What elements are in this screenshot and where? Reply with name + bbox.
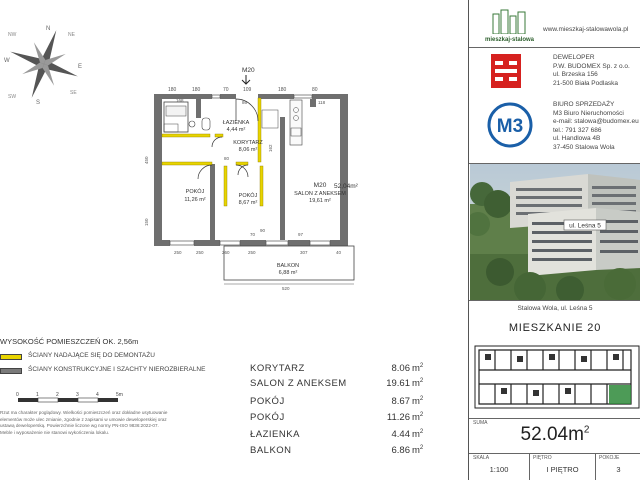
- room-label-pokoj-mid: POKÓJ: [238, 193, 258, 199]
- sum-value: $52.04m^2$: [520, 424, 590, 445]
- salon-total-area: 52,04m²: [334, 183, 358, 190]
- entrance-label: M20: [242, 67, 255, 74]
- svg-text:520: 520: [282, 286, 290, 291]
- legend-swatch-yellow: [0, 354, 22, 360]
- compass-letter-ne: NE: [68, 32, 75, 38]
- footer-header-floor: PIĘTRO: [533, 455, 552, 461]
- legend-structural-walls: [0, 366, 205, 374]
- compass-letter-e: E: [78, 64, 83, 70]
- footer-value-rooms: 3: [616, 465, 621, 474]
- svg-text:180: 180: [278, 87, 287, 93]
- svg-text:0: 0: [16, 392, 19, 398]
- svg-text:90: 90: [260, 228, 266, 233]
- legend-label-removable: ŚCIANY NADAJĄCE SIĘ DO DEMONTAŻU: [28, 352, 155, 359]
- footer-value-floor: I PIĘTRO: [546, 465, 579, 474]
- svg-text:250: 250: [174, 250, 182, 255]
- footer-header-rooms: POKOJE: [599, 455, 620, 461]
- table-row-value: 11.26: [386, 412, 410, 423]
- svg-text:118: 118: [318, 100, 326, 105]
- salon-unit-label: M20: [313, 182, 327, 189]
- room-label-lazienka: ŁAZIENKA: [222, 120, 250, 126]
- m3-logo-icon: [487, 102, 533, 148]
- compass-rose: [2, 22, 86, 106]
- website-link[interactable]: www.mieszkaj-stalowawola.pl: [543, 26, 629, 33]
- compass-letter-w: W: [4, 58, 10, 64]
- room-area-lazienka: 4,44 m²: [226, 127, 246, 133]
- svg-text:97: 97: [298, 232, 304, 237]
- legend-removable-walls: [0, 352, 155, 360]
- svg-text:168: 168: [176, 98, 184, 103]
- legend-label-structural: ŚCIANY KONSTRUKCYJNE I SZACHTY NIEROZBIERALNE: [28, 366, 206, 373]
- compass-letter-se: SE: [70, 90, 77, 96]
- render-address-tag: ul. Leśna 5: [569, 222, 601, 230]
- floor-plan: [140, 62, 370, 297]
- table-row-unit: $m^2$: [412, 412, 424, 424]
- room-area-pokoj-left: 11,26 m²: [184, 197, 206, 203]
- legend-swatch-grey: [0, 368, 22, 374]
- room-area-pokoj-mid: 8,67 m²: [238, 200, 258, 206]
- table-row-value: 8.67: [391, 396, 410, 407]
- table-row-unit: $m^2$: [412, 396, 424, 408]
- table-row-value: 6.86: [391, 445, 410, 456]
- room-height-note: WYSOKOŚĆ POMIESZCZEŃ OK. 2,56m: [0, 337, 139, 346]
- table-row-value: 4.44: [391, 429, 410, 440]
- table-row-name: SALON Z ANEKSEM: [250, 378, 347, 389]
- location-caption: Stalowa Wola, ul. Leśna 5: [517, 305, 593, 312]
- svg-text:70: 70: [250, 232, 256, 237]
- svg-text:80: 80: [312, 87, 318, 93]
- table-row-name: ŁAZIENKA: [250, 429, 300, 440]
- logo-text: mieszkaj-stalowa: [485, 37, 535, 43]
- svg-text:307: 307: [300, 250, 308, 255]
- svg-text:4: 4: [96, 392, 99, 398]
- entrance-arrow-icon: [242, 75, 250, 84]
- table-row-name: POKÓJ: [250, 396, 285, 407]
- info-sidebar: [468, 0, 640, 480]
- room-label-balkon: BALKON: [276, 263, 300, 269]
- svg-text:86: 86: [242, 100, 248, 105]
- svg-text:5m: 5m: [116, 392, 123, 398]
- table-row-value: 8.06: [391, 363, 410, 374]
- footer-header-scale: SKALA: [473, 455, 490, 461]
- apartment-title: MIESZKANIE 20: [508, 322, 602, 334]
- svg-text:1: 1: [36, 392, 39, 398]
- compass-letter-n: N: [46, 26, 51, 32]
- footer-value-scale: 1:100: [489, 465, 509, 474]
- svg-text:250: 250: [196, 250, 204, 255]
- table-row-unit: $m^2$: [412, 445, 424, 457]
- table-row-name: POKÓJ: [250, 412, 285, 423]
- sales-office-info: BIURO SPRZEDAŻY M3 Biuro Nieruchomości e-mail: stalowa@budomex.eu tel.: 791 327 686 ul. Handlowa 4B 37-450 Stalowa Wola: [553, 101, 639, 151]
- svg-text:260: 260: [222, 250, 230, 255]
- table-row-unit: $m^2$: [412, 378, 424, 390]
- compass-letter-sw: SW: [8, 94, 17, 100]
- budomex-logo-icon: [491, 54, 521, 88]
- svg-text:450: 450: [144, 156, 149, 164]
- svg-text:2: 2: [56, 392, 59, 398]
- svg-text:180: 180: [192, 87, 201, 93]
- room-area-korytarz: 8,06 m²: [238, 147, 258, 153]
- table-row-name: BALKON: [250, 445, 292, 456]
- svg-text:250: 250: [248, 250, 256, 255]
- room-label-pokoj-left: POKÓJ: [185, 189, 205, 195]
- scale-bar: [10, 388, 130, 410]
- developer-info: DEWELOPER P.W. BUDOMEX Sp. z o.o. ul. Brzeska 156 21-500 Biała Podlaska: [553, 54, 630, 87]
- disclaimer: Rzut ma charakter poglądowy. Wielkości pomieszczeń oraz dokładne usytuowanie elementów może ulec zmianie, zgodnie z zapisami w umowie deweloperskiej oraz ustawą deweloperską. Powierzchnie liczone wg normy PN-ISO 9836:2022-07. Meble i wyposażenie nie stanowi wykończenia lokalu.: [0, 410, 168, 435]
- room-area-salon: 19,61 m²: [309, 198, 331, 204]
- svg-text:M3: M3: [496, 116, 524, 137]
- svg-text:109: 109: [243, 87, 252, 93]
- svg-text:80: 80: [224, 156, 230, 161]
- svg-text:40: 40: [336, 250, 342, 255]
- table-row-name: KORYTARZ: [250, 363, 305, 374]
- compass-letter-s: S: [36, 100, 41, 106]
- room-label-salon: SALON Z ANEKSEM: [294, 191, 346, 197]
- table-row-unit: $m^2$: [412, 363, 424, 375]
- room-area-balkon: 6,88 m²: [278, 270, 298, 276]
- svg-text:162: 162: [268, 144, 273, 152]
- building-logo-icon: [489, 8, 529, 34]
- svg-text:150: 150: [144, 218, 149, 226]
- room-label-korytarz: KORYTARZ: [233, 140, 263, 146]
- building-render-image: [470, 164, 640, 300]
- svg-text:3: 3: [76, 392, 79, 398]
- svg-text:70: 70: [223, 87, 229, 93]
- table-row-unit: $m^2$: [412, 429, 424, 441]
- table-row-value: 19.61: [386, 378, 410, 389]
- svg-text:180: 180: [168, 87, 177, 93]
- compass-letter-nw: NW: [8, 32, 17, 38]
- floor-key-plan: [471, 340, 640, 412]
- sum-label: SUMA: [473, 420, 488, 426]
